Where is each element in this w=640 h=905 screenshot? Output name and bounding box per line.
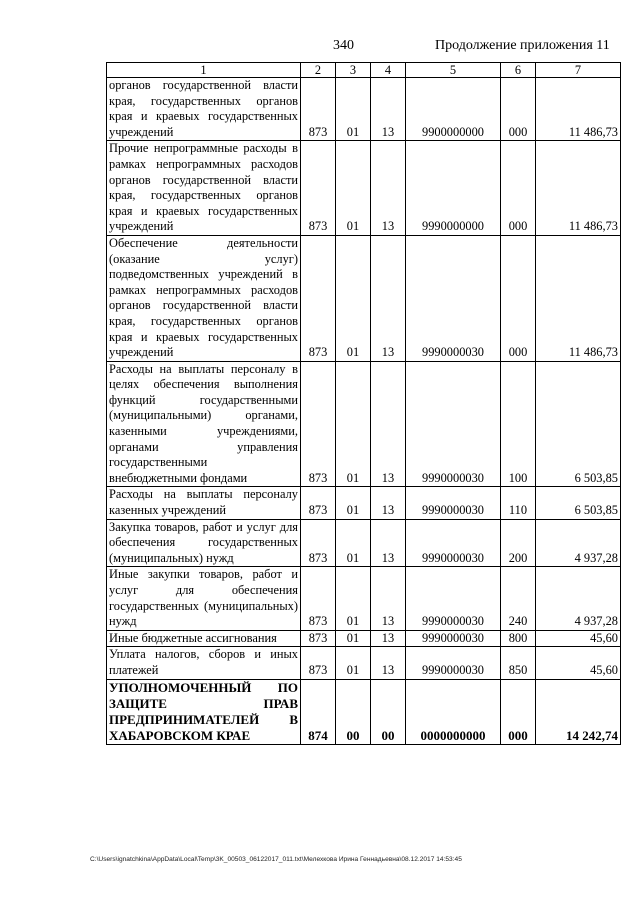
row-name: Расходы на выплаты персоналу в целях обеспечения выполнения функций государственными (муниципальными) органами, казенными учреждениями, органами управления государственными внебюджетными фондами bbox=[107, 361, 301, 487]
column-header: 2 bbox=[301, 63, 336, 78]
row-name: Расходы на выплаты персоналу казенных учреждений bbox=[107, 487, 301, 519]
row-amount: 6 503,85 bbox=[536, 361, 621, 487]
row-amount: 4 937,28 bbox=[536, 519, 621, 567]
row-col4: 00 bbox=[371, 679, 406, 744]
row-col5: 9990000030 bbox=[406, 361, 501, 487]
row-col2: 873 bbox=[301, 487, 336, 519]
page-number: 340 bbox=[333, 38, 354, 53]
row-col2: 873 bbox=[301, 567, 336, 630]
row-col4: 13 bbox=[371, 519, 406, 567]
row-col5: 9900000000 bbox=[406, 78, 501, 141]
row-col4: 13 bbox=[371, 361, 406, 487]
column-header: 1 bbox=[107, 63, 301, 78]
row-name: органов государственной власти края, государственных органов края и краевых государственных учреждений bbox=[107, 78, 301, 141]
row-col3: 01 bbox=[336, 647, 371, 679]
row-col2: 873 bbox=[301, 141, 336, 236]
row-col5: 9990000030 bbox=[406, 487, 501, 519]
row-col5: 9990000030 bbox=[406, 519, 501, 567]
row-col5: 9990000030 bbox=[406, 235, 501, 361]
row-col3: 01 bbox=[336, 141, 371, 236]
row-col5: 9990000030 bbox=[406, 647, 501, 679]
row-col2: 873 bbox=[301, 519, 336, 567]
row-col2: 874 bbox=[301, 679, 336, 744]
row-col3: 01 bbox=[336, 630, 371, 647]
row-name: Уплата налогов, сборов и иных платежей bbox=[107, 647, 301, 679]
row-amount: 6 503,85 bbox=[536, 487, 621, 519]
column-header: 6 bbox=[501, 63, 536, 78]
row-col2: 873 bbox=[301, 78, 336, 141]
table-row bbox=[107, 78, 621, 141]
table-row bbox=[107, 487, 621, 519]
row-col2: 873 bbox=[301, 630, 336, 647]
column-header: 3 bbox=[336, 63, 371, 78]
row-col6: 000 bbox=[501, 78, 536, 141]
row-name: Иные бюджетные ассигнования bbox=[107, 630, 301, 647]
row-col5: 9990000000 bbox=[406, 141, 501, 236]
row-col6: 110 bbox=[501, 487, 536, 519]
row-col3: 01 bbox=[336, 519, 371, 567]
row-name: Закупка товаров, работ и услуг для обеспечения государственных (муниципальных) нужд bbox=[107, 519, 301, 567]
row-col6: 000 bbox=[501, 141, 536, 236]
row-col6: 100 bbox=[501, 361, 536, 487]
row-name: Обеспечение деятельности (оказание услуг) подведомственных учреждений в рамках непрограммных расходов органов государственной власти края, государственных органов края и краевых государственных учреждений bbox=[107, 235, 301, 361]
row-col6: 850 bbox=[501, 647, 536, 679]
row-col6: 800 bbox=[501, 630, 536, 647]
table-row bbox=[107, 141, 621, 236]
column-header: 5 bbox=[406, 63, 501, 78]
row-col3: 01 bbox=[336, 567, 371, 630]
row-col3: 00 bbox=[336, 679, 371, 744]
row-amount: 45,60 bbox=[536, 647, 621, 679]
row-name: Прочие непрограммные расходы в рамках непрограммных расходов органов государственной власти края, государственных органов края и краевых государственных учреждений bbox=[107, 141, 301, 236]
column-header: 7 bbox=[536, 63, 621, 78]
row-col6: 200 bbox=[501, 519, 536, 567]
row-col3: 01 bbox=[336, 487, 371, 519]
row-col5: 9990000030 bbox=[406, 567, 501, 630]
row-amount: 11 486,73 bbox=[536, 141, 621, 236]
row-col4: 13 bbox=[371, 141, 406, 236]
table-row bbox=[107, 647, 621, 679]
row-amount: 14 242,74 bbox=[536, 679, 621, 744]
table-row bbox=[107, 630, 621, 647]
row-col4: 13 bbox=[371, 647, 406, 679]
row-col4: 13 bbox=[371, 630, 406, 647]
row-name: УПОЛНОМОЧЕННЫЙ ПО ЗАЩИТЕ ПРАВ ПРЕДПРИНИМАТЕЛЕЙ В ХАБАРОВСКОМ КРАЕ bbox=[107, 679, 301, 744]
row-col5: 0000000000 bbox=[406, 679, 501, 744]
table-row bbox=[107, 519, 621, 567]
row-col3: 01 bbox=[336, 78, 371, 141]
column-header: 4 bbox=[371, 63, 406, 78]
appendix-note: Продолжение приложения 11 bbox=[435, 38, 610, 53]
row-col3: 01 bbox=[336, 361, 371, 487]
header-row bbox=[107, 63, 621, 78]
row-col2: 873 bbox=[301, 647, 336, 679]
table-row bbox=[107, 361, 621, 487]
row-col4: 13 bbox=[371, 78, 406, 141]
row-col6: 240 bbox=[501, 567, 536, 630]
table-row bbox=[107, 567, 621, 630]
row-col2: 873 bbox=[301, 235, 336, 361]
row-col5: 9990000030 bbox=[406, 630, 501, 647]
row-name: Иные закупки товаров, работ и услуг для обеспечения государственных (муниципальных) нужд bbox=[107, 567, 301, 630]
row-col4: 13 bbox=[371, 487, 406, 519]
budget-table bbox=[106, 62, 621, 745]
row-amount: 45,60 bbox=[536, 630, 621, 647]
row-col6: 000 bbox=[501, 235, 536, 361]
row-col3: 01 bbox=[336, 235, 371, 361]
row-col6: 000 bbox=[501, 679, 536, 744]
table-row-total bbox=[107, 679, 621, 744]
row-amount: 11 486,73 bbox=[536, 78, 621, 141]
row-amount: 4 937,28 bbox=[536, 567, 621, 630]
file-path-footer: C:\Users\ignatchkina\AppData\Local\Temp\3K_00503_06122017_011.txt\Мелехкова Ирина Геннадьевна\08.12.2017 14:53:45 bbox=[90, 856, 462, 863]
table-row bbox=[107, 235, 621, 361]
row-col4: 13 bbox=[371, 235, 406, 361]
row-amount: 11 486,73 bbox=[536, 235, 621, 361]
row-col4: 13 bbox=[371, 567, 406, 630]
row-col2: 873 bbox=[301, 361, 336, 487]
